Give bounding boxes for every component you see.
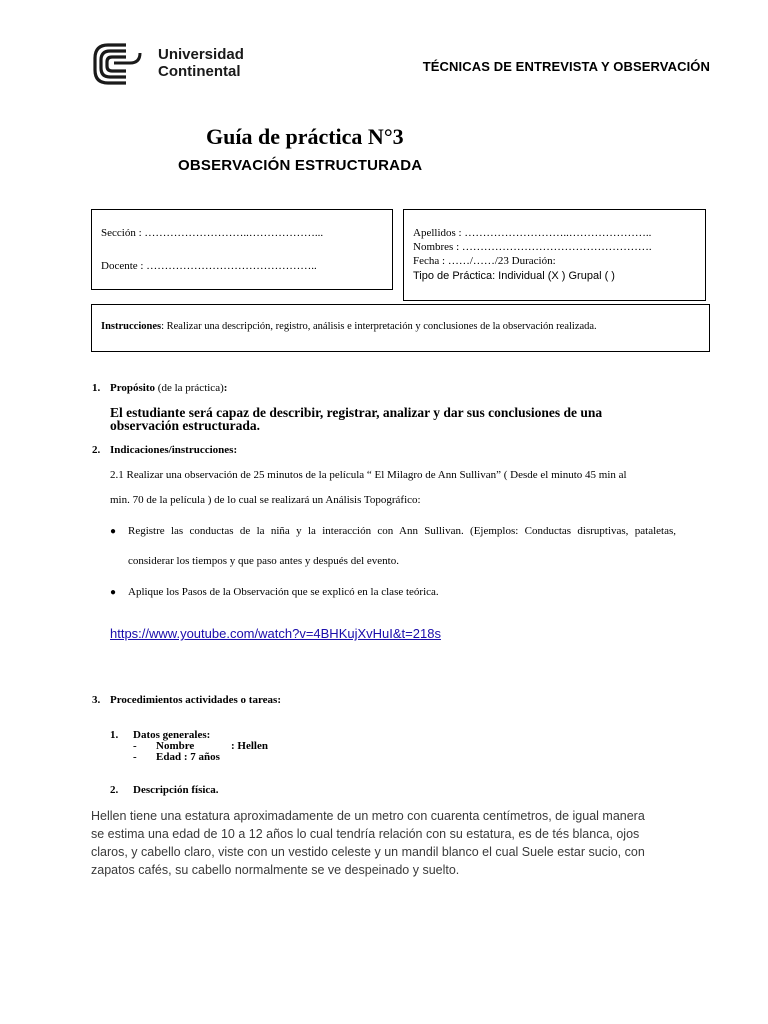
logo-text-line2: Continental — [158, 63, 241, 80]
section3-number: 3. — [92, 694, 101, 706]
description-paragraph — [91, 807, 645, 879]
section2-paragraph-line1: 2.1 Realizar una observación de 25 minutos de la película “ El Milagro de Ann Sullivan” ( Desde el minuto 45 min al — [110, 469, 627, 481]
page-title: Guía de práctica N°3 — [206, 124, 404, 149]
subsection2-title: Descripción física. — [133, 784, 219, 796]
youtube-link[interactable]: https://www.youtube.com/watch?v=4BHKujXvHuI&t=218s — [110, 626, 441, 641]
dash-1: - — [133, 740, 137, 752]
section1-number: 1. — [92, 382, 101, 394]
fecha-field: Fecha : ……/……/23 Duración: — [413, 255, 556, 267]
dash-2: - — [133, 751, 137, 763]
tipo-practica-field: Tipo de Práctica: Individual (X ) Grupal ( ) — [413, 270, 615, 282]
section1-title: Propósito — [110, 382, 156, 394]
section1-title-suffix: (de la práctica) — [155, 382, 224, 394]
instructions-text — [101, 321, 597, 332]
instructions-body: : Realizar una descripción, registro, análisis e interpretación y conclusiones de la observación realizada. — [161, 321, 597, 332]
course-title: TÉCNICAS DE ENTREVISTA Y OBSERVACIÓN — [422, 59, 710, 74]
logo-mark-icon — [92, 42, 152, 86]
section2-paragraph-line2: min. 70 de la película ) de lo cual se realizará un Análisis Topográfico: — [110, 494, 421, 506]
apellidos-field: Apellidos : ………………………..………………….. — [413, 227, 652, 239]
purpose-line2: observación estructurada. — [110, 418, 260, 433]
nombres-field: Nombres : ……………………………………………. — [413, 241, 652, 253]
bullet-icon: ● — [110, 587, 117, 598]
bullet1-line2: considerar los tiempos y que paso antes y después del evento. — [128, 555, 399, 567]
nombre-label: Nombre — [156, 740, 195, 752]
university-logo — [92, 42, 262, 86]
description-line: se estima una edad de 10 a 12 años lo cual tendría relación con su estatura, es de tés blanca, ojos — [91, 827, 640, 841]
description-line: zapatos cafés, su cabello normalmente se ve despeinado y suelto. — [91, 863, 460, 877]
docente-field: Docente : ……………………………………….. — [101, 260, 317, 272]
bullet1-line1: Registre las conductas de la niña y la interacción con Ann Sullivan. (Ejemplos: Conductas disruptivas, pataletas, — [128, 525, 676, 537]
instructions-label: Instrucciones — [101, 321, 162, 332]
logo-text-line1: Universidad — [158, 46, 244, 63]
subsection2-number: 2. — [110, 784, 119, 796]
description-line: Hellen tiene una estatura aproximadamente de un metro con cuarenta centímetros, de igual manera — [91, 809, 645, 823]
section1-heading — [110, 382, 227, 394]
info-box-left — [91, 209, 393, 290]
purpose-line1: El estudiante será capaz de describir, registrar, analizar y dar sus conclusiones de una — [110, 405, 603, 420]
info-box-right — [403, 209, 706, 301]
edad-field: Edad : 7 años — [156, 751, 220, 763]
bullet2-text: Aplique los Pasos de la Observación que se explicó en la clase teórica. — [128, 586, 439, 598]
subsection1-number: 1. — [110, 729, 119, 741]
description-line: claros, y cabello claro, viste con un vestido celeste y un mandil blanco el cual Suele estar sucio, con — [91, 845, 645, 859]
bullet-icon: ● — [110, 526, 117, 537]
section2-title: Indicaciones/instrucciones: — [110, 444, 238, 456]
page-subtitle: OBSERVACIÓN ESTRUCTURADA — [178, 157, 423, 174]
instructions-box — [91, 304, 710, 352]
section2-number: 2. — [92, 444, 101, 456]
subsection1-title: Datos generales: — [133, 729, 211, 741]
section3-title: Procedimientos actividades o tareas: — [110, 694, 281, 706]
section1-colon: : — [223, 382, 228, 394]
nombre-value: : Hellen — [231, 740, 268, 752]
seccion-field: Sección : ………………………..………………... — [101, 227, 324, 239]
